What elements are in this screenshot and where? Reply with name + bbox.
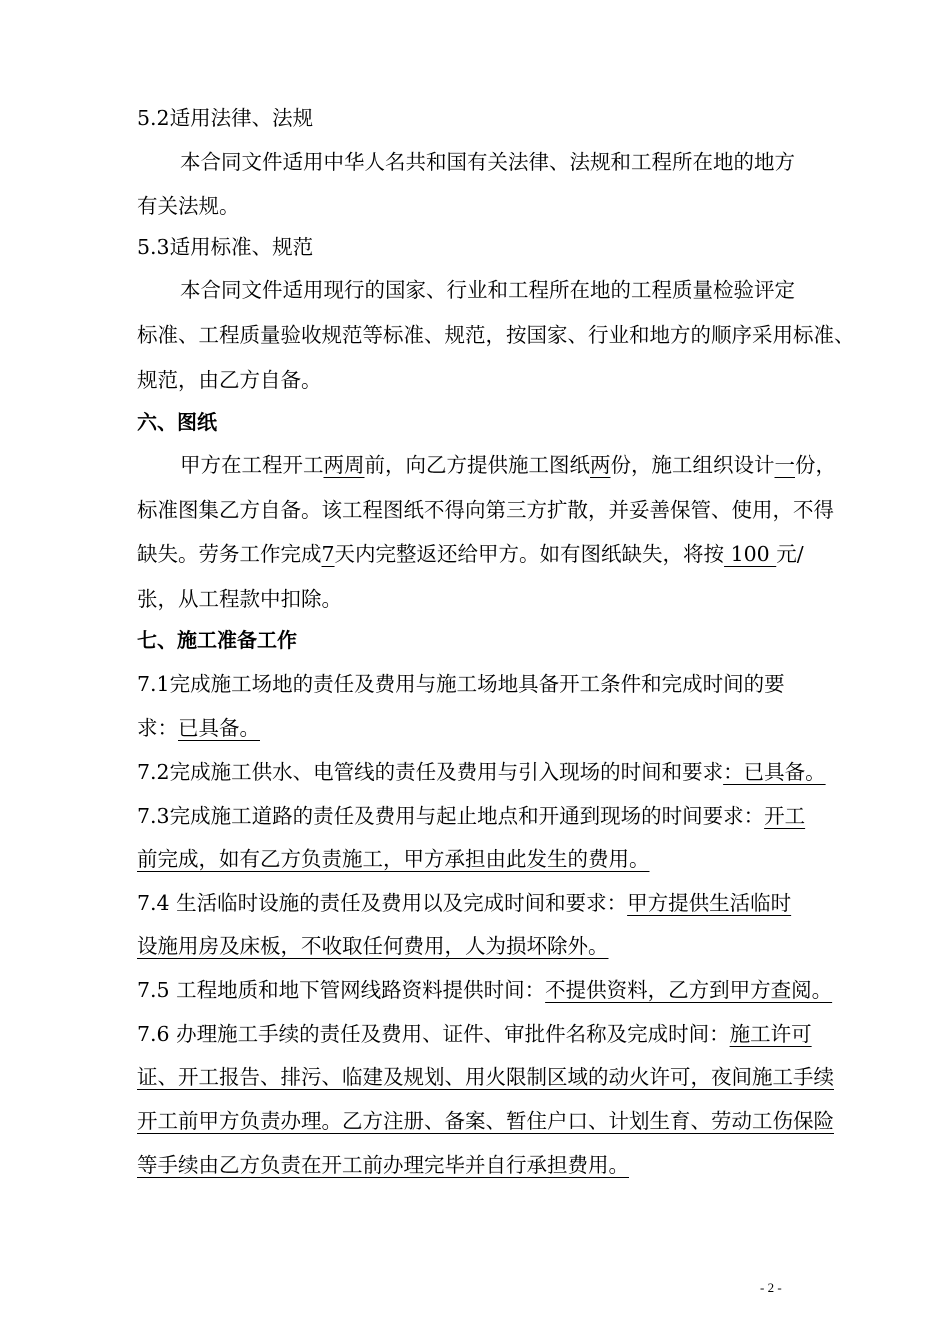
text-run: 天内完整返还给甲方。如有图纸缺失，将按 — [334, 542, 725, 566]
section-6-paragraph-line — [180, 451, 870, 479]
underlined-value: 证、开工报告、排污、临建及规划、用火限制区域的动火许可，夜间施工手续 — [137, 1065, 834, 1089]
text-run: 元/ — [776, 542, 804, 566]
item-7-6-line — [137, 1063, 870, 1091]
underlined-value: 前完成，如有乙方负责施工，甲方承担由此发生的费用。 — [137, 847, 650, 871]
underlined-value: 两 — [590, 453, 611, 477]
section-6-paragraph-line: 标准图集乙方自备。该工程图纸不得向第三方扩散，并妥善保管、使用，不得 — [137, 498, 834, 522]
section-5-3-paragraph-line: 规范，由乙方自备。 — [137, 368, 322, 392]
text-run: 7.5 工程地质和地下管网线路资料提供时间： — [137, 978, 546, 1002]
item-7-4-line — [137, 932, 870, 960]
section-6-heading: 六、图纸 — [137, 410, 217, 434]
text-run: 甲方在工程开工 — [180, 453, 324, 477]
underlined-value: 7 — [321, 542, 335, 566]
underlined-value: 开工 — [764, 804, 806, 828]
item-7-6-line — [137, 1107, 870, 1135]
item-7-1-line — [137, 714, 870, 742]
section-5-3-paragraph-line: 本合同文件适用现行的国家、行业和工程所在地的工程质量检验评定 — [180, 278, 795, 302]
text-run: 份，施工组织设计 — [610, 453, 775, 477]
item-7-5-line — [137, 976, 870, 1004]
text-run: 7.4 生活临时设施的责任及费用以及完成时间和要求： — [137, 891, 628, 915]
text-run: 前，向乙方提供施工图纸 — [364, 453, 590, 477]
text-run: 求： — [137, 716, 178, 740]
text-run: 缺失。劳务工作完成 — [137, 542, 322, 566]
text-run: 7.3完成施工道路的责任及费用与起止地点和开通到现场的时间要求： — [137, 804, 765, 828]
section-5-2-paragraph-line: 有关法规。 — [137, 194, 240, 218]
item-7-6-line — [137, 1020, 870, 1048]
item-7-6-line — [137, 1151, 870, 1179]
section-7-heading: 七、施工准备工作 — [137, 628, 297, 652]
page-number: - 2 - — [760, 1280, 782, 1295]
item-7-3-line — [137, 802, 870, 830]
item-7-4-line — [137, 889, 870, 917]
underlined-value: 等手续由乙方负责在开工前办理完毕并自行承担费用。 — [137, 1153, 629, 1177]
underlined-value: 设施用房及床板，不收取任何费用，人为损坏除外。 — [137, 934, 609, 958]
underlined-value: 100 — [724, 542, 777, 566]
underlined-value: 甲方提供生活临时 — [627, 891, 792, 915]
text-run: 7.2完成施工供水、电管线的责任及费用与引入现场的时间和要求 — [137, 760, 724, 784]
text-run: 7.6 办理施工手续的责任及费用、证件、审批件名称及完成时间： — [137, 1022, 730, 1046]
section-5-3-paragraph-line: 标准、工程质量验收规范等标准、规范，按国家、行业和地方的顺序采用标准、 — [137, 323, 855, 347]
section-5-2-heading: 5.2适用法律、法规 — [137, 106, 314, 130]
underlined-value: 施工许可 — [729, 1022, 812, 1046]
underlined-value: 不提供资料，乙方到甲方查阅。 — [545, 978, 833, 1002]
section-5-3-heading: 5.3适用标准、规范 — [137, 235, 314, 259]
item-7-3-line — [137, 845, 870, 873]
section-5-2-paragraph-line: 本合同文件适用中华人名共和国有关法律、法规和工程所在地的地方 — [180, 150, 795, 174]
item-7-2-line — [137, 758, 870, 786]
underlined-value: ：已具备。 — [723, 760, 826, 784]
item-7-1-line: 7.1完成施工场地的责任及费用与施工场地具备开工条件和完成时间的要 — [137, 672, 785, 696]
section-6-paragraph-line: 张，从工程款中扣除。 — [137, 587, 342, 611]
underlined-value: 两周 — [323, 453, 365, 477]
section-6-paragraph-line — [137, 540, 870, 568]
underlined-value: 已具备。 — [178, 716, 260, 740]
underlined-value: 一 — [774, 453, 795, 477]
text-run: 份， — [795, 453, 836, 477]
underlined-value: 开工前甲方负责办理。乙方注册、备案、暂住户口、计划生育、劳动工伤保险 — [137, 1109, 834, 1133]
